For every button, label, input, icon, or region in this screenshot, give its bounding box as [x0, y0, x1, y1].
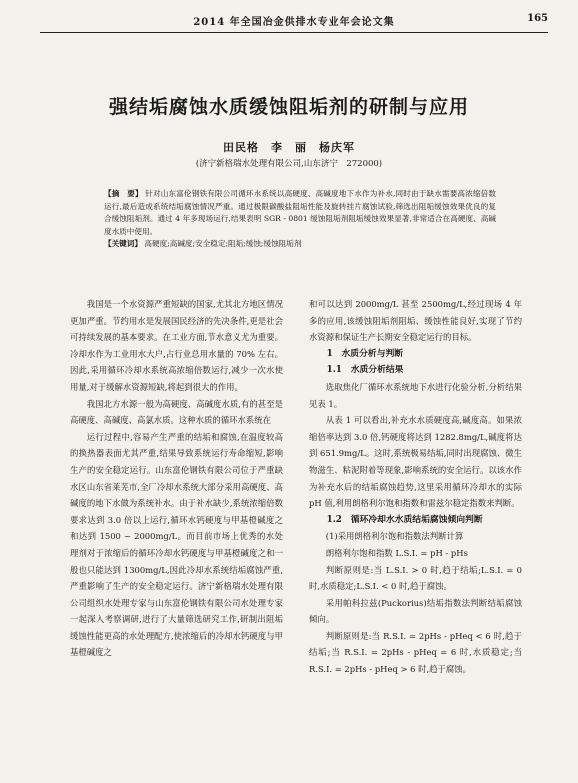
paragraph: 我国北方水源一般为高硬度、高碱度水质,有的甚至是高硬度、高碱度、高氯水质。这种水质的循环水系统在	[70, 398, 283, 426]
paragraph: 判断原则是:当 R.S.I. = 2pHs - pHeq < 6 时,趋于结垢;当 R.S.I. = 2pHs - pHeq = 6 时,水质稳定;当 R.S.I. = 2pHs - pHeq > 6 时,趋于腐蚀。	[309, 630, 522, 675]
paragraph: 从表 1 可以看出,补充水水质硬度高,碱度高。如果浓缩倍率达到 3.0 倍,钙硬度将达到 1282.8mg/L,碱度将达到 651.9mg/L。这时,系统极易结垢,同时出现腐蚀、微生物滋生、粘泥附着等现象,影响系统的安全运行。以该水作为补充水后的结垢腐蚀趋势,这里采用循环冷却水的实际 pH 值,利用朗格利尔饱和指数和雷兹尔稳定指数来判断。	[309, 415, 522, 509]
subsection-heading: 1.1 水质分析结果	[326, 365, 404, 376]
paragraph: 选取焦化厂循环水系统地下水进行化验分析,分析结果见表 1。	[309, 381, 522, 409]
abstract-label: 【摘 要】	[104, 189, 143, 198]
paper-title: 强结垢腐蚀水质缓蚀阻垢剂的研制与应用	[108, 96, 469, 118]
journal-name: 2014 年全国冶金供排水专业年会论文集	[193, 17, 395, 28]
body-columns	[70, 296, 522, 678]
right-column	[309, 296, 522, 678]
keywords	[104, 238, 496, 251]
paragraph: 采用帕科拉兹(Puckorius)结垢指数法判断结垢腐蚀倾向。	[309, 597, 522, 625]
formula: 朗格利尔饱和指数 L.S.I. = pH - pHs	[325, 547, 468, 558]
authors: 田民格 李 丽 杨庆军	[223, 141, 355, 154]
left-column	[70, 296, 283, 678]
abstract-block	[104, 188, 496, 251]
keywords-text: 高硬度;高碱度;安全稳定;阻垢;缓蚀;缓蚀阻垢剂	[144, 239, 302, 249]
paragraph: 和可以达到 2000mg/L 甚至 2500mg/L,经过现场 4 年多的应用,该缓蚀阻垢剂阻垢、缓蚀性能良好,实现了节约水资源和保证生产长期安全稳定运行的目标。	[309, 299, 522, 343]
running-header	[40, 10, 548, 33]
page-number: 165	[527, 13, 548, 24]
paragraph: 运行过程中,容易产生严重的结垢和腐蚀,在温度较高的换热器表面尤其严重,结果导致系统运行寿命缩短,影响生产的安全稳定运行。山东富伦钢铁有限公司位于严重缺水区山东省莱芜市,全厂冷却水系统大部分采用高硬度、高碱度的地下水做为系统补水。由于补水缺少,系统浓缩倍数要求达到 3.0 倍以上运行,循环水钙硬度与甲基橙碱度之和达到 1500 ~ 2000mg/L。而目前市场上优秀的水处理剂对于浓缩后的循环冷却水钙硬度与甲基橙碱度之和一般也只能达到 1300mg/L,因此冷却水系统结垢腐蚀严重,严重影响了生产的安全稳定运行。济宁新格瑞水处理有限公司组织水处理专家与山东富伦钢铁有限公司水处理专家一起深入考察调研,进行了大量筛选研究工作,研制出阻垢缓蚀性能更高的水处理配方,使浓缩后的冷却水钙硬度与甲基橙碱度之	[70, 431, 283, 658]
affiliation: (济宁新格瑞水处理有限公司,山东济宁 272000)	[195, 159, 383, 169]
abstract-text: 针对山东富伦钢铁有限公司循环水系统以高硬度、高碱度地下水作为补水,同时由于缺水需要高浓缩倍数运行,最后造成系统结垢腐蚀情况严重。通过极限碳酸盐阻垢性能及旋转挂片腐蚀试验,筛选出阻垢缓蚀效果优良的复合缓蚀阻垢剂。通过 4 年多现场运行,结果表明 SGR - 0801 缓蚀阻垢剂阻垢缓蚀效果显著,非常适合在高硬度、高碱度水质中使用。	[104, 189, 496, 236]
paragraph: 我国是一个水资源严重短缺的国家,尤其北方地区情况更加严重。节约用水是发展国民经济的先决条件,更是社会可持续发展的基本要求。在工业方面,节水意义尤为重要。冷却水作为工业用水大户,占行业总用水量的 70% 左右。因此,采用循环冷却水系统高浓缩倍数运行,减少一次水使用量,对于缓解水资源短缺,将起到很大的作用。	[70, 299, 283, 392]
section-heading: 1 水质分析与判断	[326, 348, 404, 359]
abstract	[104, 188, 496, 238]
keywords-label: 【关键词】	[104, 239, 142, 249]
paragraph: (1)采用朗格利尔饱和指数法判断计算	[325, 531, 464, 542]
paragraph: 判断原则是:当 L.S.I. > 0 时,趋于结垢;L.S.I. = 0 时,水质稳定;L.S.I. < 0 时,趋于腐蚀。	[309, 564, 522, 592]
subsection-heading: 1.2 循环冷却水水质结垢腐蚀倾向判断	[326, 514, 483, 525]
